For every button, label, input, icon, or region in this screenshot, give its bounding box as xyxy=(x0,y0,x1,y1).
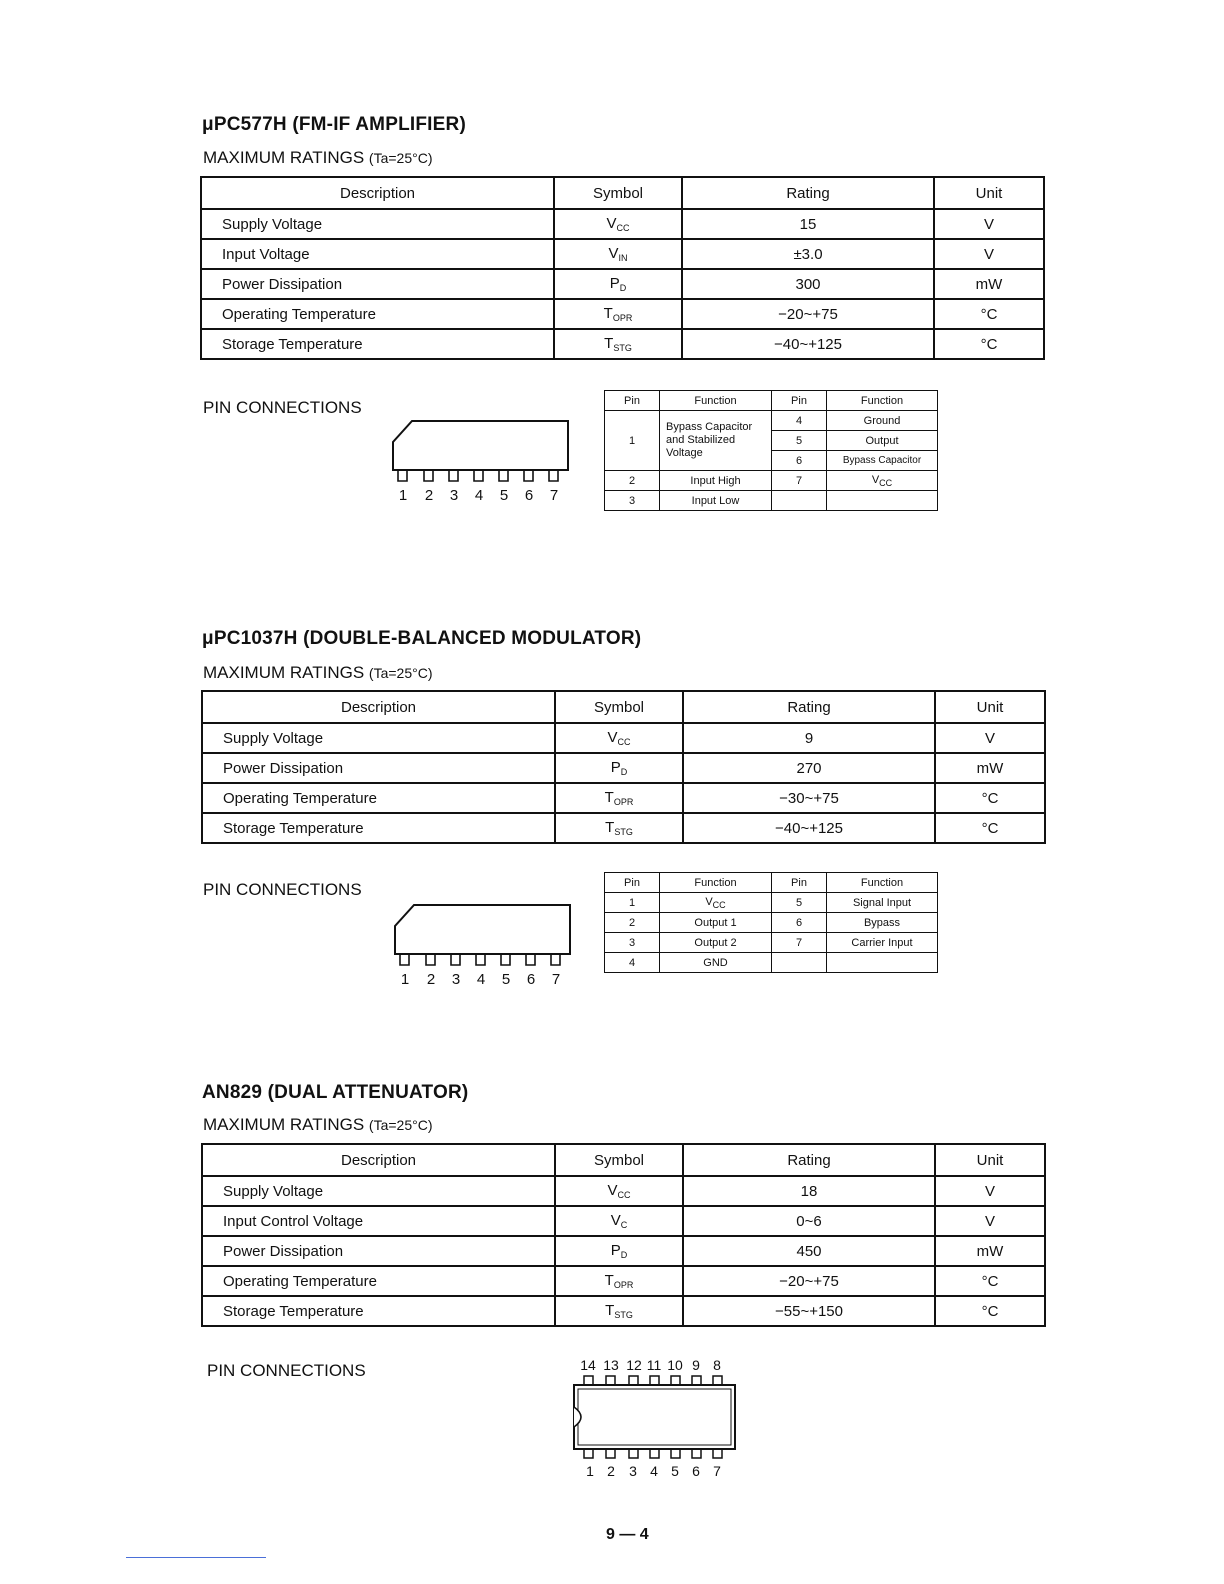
pin-number: 6 xyxy=(692,1463,700,1479)
header-unit: Unit xyxy=(935,1144,1045,1176)
function-cell: Output 2 xyxy=(660,933,772,953)
pin-number: 5 xyxy=(671,1463,679,1479)
row-unit: V xyxy=(935,723,1045,753)
pin-number: 7 xyxy=(713,1463,721,1479)
footer-rule xyxy=(126,1557,266,1558)
row-description: Input Voltage xyxy=(201,239,554,269)
pin-cell xyxy=(772,953,827,973)
header-rating: Rating xyxy=(682,177,934,209)
function-header: Function xyxy=(660,873,772,893)
row-unit: °C xyxy=(935,813,1045,843)
row-unit: °C xyxy=(934,299,1044,329)
pin-cell: 4 xyxy=(605,953,660,973)
function-cell: Ground xyxy=(827,411,938,431)
pin-number: 1 xyxy=(400,971,410,988)
pin-number: 2 xyxy=(424,487,434,504)
row-symbol: $P_D$ xyxy=(555,1236,683,1266)
pin-number: 12 xyxy=(626,1357,642,1373)
table-row xyxy=(202,1206,1045,1236)
row-rating: −40~+125 xyxy=(682,329,934,359)
row-unit: V xyxy=(935,1206,1045,1236)
row-rating: 450 xyxy=(683,1236,935,1266)
pin-cell: 1 xyxy=(605,893,660,913)
table-row xyxy=(202,753,1045,783)
pin-cell: 6 xyxy=(772,451,827,471)
pin-function-table xyxy=(604,872,938,973)
row-rating: −20~+75 xyxy=(683,1266,935,1296)
table-row xyxy=(202,813,1045,843)
function-cell: Signal Input xyxy=(827,893,938,913)
row-rating: −20~+75 xyxy=(682,299,934,329)
function-cell: Output 1 xyxy=(660,913,772,933)
row-symbol: $T_{OPR}$ xyxy=(555,1266,683,1296)
row-description: Operating Temperature xyxy=(201,299,554,329)
row-symbol: $V_{CC}$ xyxy=(554,209,682,239)
pin-number: 1 xyxy=(398,487,408,504)
header-unit: Unit xyxy=(934,177,1044,209)
function-cell xyxy=(827,953,938,973)
pin-cell: 3 xyxy=(605,933,660,953)
max-ratings-table xyxy=(200,176,1045,360)
row-unit: °C xyxy=(935,1296,1045,1326)
pin-number: 4 xyxy=(474,487,484,504)
row-description: Power Dissipation xyxy=(201,269,554,299)
pin-number: 10 xyxy=(667,1357,683,1373)
pin-cell xyxy=(772,491,827,511)
row-description: Operating Temperature xyxy=(202,783,555,813)
subtitle-condition: (Ta=25°C) xyxy=(368,1117,433,1133)
max-ratings-table xyxy=(201,690,1046,844)
pin-cell: 5 xyxy=(772,431,827,451)
row-description: Storage Temperature xyxy=(201,329,554,359)
row-symbol: $P_D$ xyxy=(554,269,682,299)
function-cell xyxy=(827,491,938,511)
sip7-package-diagram xyxy=(388,418,578,510)
pin-cell: 1 xyxy=(605,411,660,471)
function-cell: GND xyxy=(660,953,772,973)
pin-cell: 4 xyxy=(772,411,827,431)
pin-header: Pin xyxy=(772,391,827,411)
pin-cell: 7 xyxy=(772,933,827,953)
row-unit: mW xyxy=(934,269,1044,299)
row-unit: mW xyxy=(935,753,1045,783)
pin-number: 2 xyxy=(426,971,436,988)
table-row xyxy=(201,299,1044,329)
pin-number: 3 xyxy=(451,971,461,988)
section-subtitle xyxy=(203,1115,433,1135)
row-rating: 15 xyxy=(682,209,934,239)
row-rating: −55~+150 xyxy=(683,1296,935,1326)
function-cell: Carrier Input xyxy=(827,933,938,953)
row-rating: −40~+125 xyxy=(683,813,935,843)
table-row xyxy=(202,1236,1045,1266)
row-description: Power Dissipation xyxy=(202,753,555,783)
row-unit: °C xyxy=(934,329,1044,359)
header-rating: Rating xyxy=(683,691,935,723)
table-row xyxy=(202,1266,1045,1296)
pin-header: Pin xyxy=(772,873,827,893)
function-cell: Bypass xyxy=(827,913,938,933)
pin-number: 7 xyxy=(549,487,559,504)
pin-connections-label: PIN CONNECTIONS xyxy=(203,880,362,899)
pin-cell: 7 xyxy=(772,471,827,491)
pin-number: 6 xyxy=(526,971,536,988)
pin-number: 6 xyxy=(524,487,534,504)
function-cell: Output xyxy=(827,431,938,451)
row-symbol: $V_{IN}$ xyxy=(554,239,682,269)
row-unit: °C xyxy=(935,1266,1045,1296)
dip14-package-diagram xyxy=(566,1354,746,1484)
row-description: Storage Temperature xyxy=(202,813,555,843)
row-description: Input Control Voltage xyxy=(202,1206,555,1236)
function-cell: Input High xyxy=(660,471,772,491)
subtitle-condition: (Ta=25°C) xyxy=(368,665,433,681)
page-number: 9 — 4 xyxy=(606,1526,649,1543)
row-rating: 270 xyxy=(683,753,935,783)
table-row xyxy=(201,239,1044,269)
row-symbol: $V_{CC}$ xyxy=(555,723,683,753)
pin-number: 5 xyxy=(499,487,509,504)
function-header: Function xyxy=(827,391,938,411)
pin-number: 5 xyxy=(501,971,511,988)
pin-number: 4 xyxy=(650,1463,658,1479)
pin-cell: 2 xyxy=(605,913,660,933)
table-row xyxy=(201,329,1044,359)
row-description: Power Dissipation xyxy=(202,1236,555,1266)
header-description: Description xyxy=(201,177,554,209)
function-header: Function xyxy=(660,391,772,411)
pin-cell: 3 xyxy=(605,491,660,511)
header-description: Description xyxy=(202,1144,555,1176)
function-cell: $V_{CC}$ xyxy=(827,471,938,491)
subtitle-text: MAXIMUM RATINGS xyxy=(203,148,365,167)
section-title: AN829 (DUAL ATTENUATOR) xyxy=(202,1082,469,1103)
function-header: Function xyxy=(827,873,938,893)
row-rating: −30~+75 xyxy=(683,783,935,813)
function-cell: Bypass Capacitor xyxy=(827,451,938,471)
pin-number: 8 xyxy=(713,1357,721,1373)
pin-number: 4 xyxy=(476,971,486,988)
function-cell: Input Low xyxy=(660,491,772,511)
table-row xyxy=(605,933,938,953)
row-rating: 300 xyxy=(682,269,934,299)
table-row xyxy=(202,723,1045,753)
table-row xyxy=(201,209,1044,239)
row-symbol: $T_{STG}$ xyxy=(554,329,682,359)
pin-number: 14 xyxy=(580,1357,596,1373)
row-symbol: $T_{OPR}$ xyxy=(554,299,682,329)
section-subtitle xyxy=(203,148,433,168)
row-unit: V xyxy=(935,1176,1045,1206)
row-description: Supply Voltage xyxy=(202,723,555,753)
pin-number: 9 xyxy=(692,1357,700,1373)
pin-cell: 5 xyxy=(772,893,827,913)
sip7-package-diagram xyxy=(390,902,580,994)
row-rating: 9 xyxy=(683,723,935,753)
row-description: Operating Temperature xyxy=(202,1266,555,1296)
row-rating: ±3.0 xyxy=(682,239,934,269)
function-cell: Bypass Capacitor and Stabilized Voltage xyxy=(660,411,772,471)
pin-header: Pin xyxy=(605,391,660,411)
pin-number: 13 xyxy=(603,1357,619,1373)
row-rating: 18 xyxy=(683,1176,935,1206)
pin-connections-label: PIN CONNECTIONS xyxy=(207,1361,366,1380)
header-symbol: Symbol xyxy=(555,691,683,723)
row-symbol: $P_D$ xyxy=(555,753,683,783)
header-unit: Unit xyxy=(935,691,1045,723)
max-ratings-table xyxy=(201,1143,1046,1327)
pin-function-table xyxy=(604,390,938,511)
table-row xyxy=(605,913,938,933)
table-row xyxy=(202,783,1045,813)
row-symbol: $T_{STG}$ xyxy=(555,1296,683,1326)
row-description: Supply Voltage xyxy=(201,209,554,239)
row-symbol: $T_{STG}$ xyxy=(555,813,683,843)
row-unit: °C xyxy=(935,783,1045,813)
row-description: Storage Temperature xyxy=(202,1296,555,1326)
table-row xyxy=(202,1176,1045,1206)
header-symbol: Symbol xyxy=(554,177,682,209)
pin-header: Pin xyxy=(605,873,660,893)
pin-number: 3 xyxy=(449,487,459,504)
pin-number: 2 xyxy=(607,1463,615,1479)
pin-cell: 6 xyxy=(772,913,827,933)
row-symbol: $T_{OPR}$ xyxy=(555,783,683,813)
header-symbol: Symbol xyxy=(555,1144,683,1176)
pin-number: 1 xyxy=(586,1463,594,1479)
subtitle-condition: (Ta=25°C) xyxy=(368,150,433,166)
row-unit: V xyxy=(934,209,1044,239)
subtitle-text: MAXIMUM RATINGS xyxy=(203,1115,365,1134)
table-row xyxy=(202,1296,1045,1326)
table-row xyxy=(201,269,1044,299)
row-symbol: $V_{CC}$ xyxy=(555,1176,683,1206)
table-row xyxy=(605,953,938,973)
pin-number: 11 xyxy=(646,1357,662,1373)
table-row xyxy=(605,893,938,913)
pin-number: 3 xyxy=(629,1463,637,1479)
row-unit: mW xyxy=(935,1236,1045,1266)
header-description: Description xyxy=(202,691,555,723)
row-unit: V xyxy=(934,239,1044,269)
row-description: Supply Voltage xyxy=(202,1176,555,1206)
pin-connections-label: PIN CONNECTIONS xyxy=(203,398,362,417)
row-symbol: $V_C$ xyxy=(555,1206,683,1236)
section-title: μPC1037H (DOUBLE-BALANCED MODULATOR) xyxy=(202,628,642,649)
pin-cell: 2 xyxy=(605,471,660,491)
row-rating: 0~6 xyxy=(683,1206,935,1236)
subtitle-text: MAXIMUM RATINGS xyxy=(203,663,365,682)
pin-number: 7 xyxy=(551,971,561,988)
section-subtitle xyxy=(203,663,433,683)
header-rating: Rating xyxy=(683,1144,935,1176)
function-cell: $V_{CC}$ xyxy=(660,893,772,913)
section-title: μPC577H (FM-IF AMPLIFIER) xyxy=(202,114,466,135)
